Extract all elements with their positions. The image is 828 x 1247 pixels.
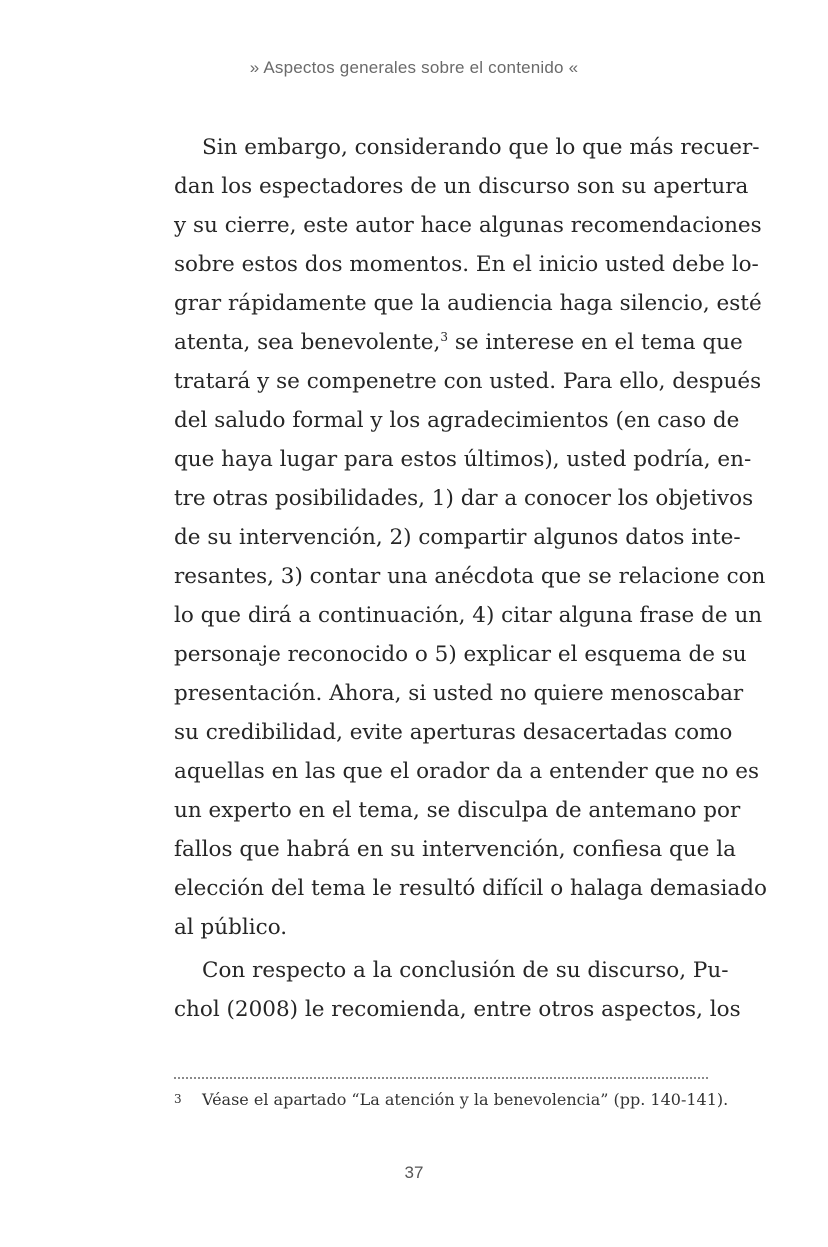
text-line: personaje reconocido o 5) explicar el esquema de su — [174, 642, 747, 667]
text-line: grar rápidamente que la audiencia haga silencio, esté — [174, 291, 762, 316]
paragraph-2 — [174, 951, 741, 1029]
text-line: sobre estos dos momentos. En el inicio usted debe lo- — [174, 252, 759, 277]
text-line: aquellas en las que el orador da a entender que no es — [174, 759, 760, 784]
text-line: tratará y se compenetre con usted. Para ello, después — [174, 369, 762, 394]
text-line: presentación. Ahora, si usted no quiere menoscabar — [174, 681, 744, 706]
text-line: resantes, 3) contar una anécdota que se relacione con — [174, 564, 766, 589]
text-line: un experto en el tema, se disculpa de antemano por — [174, 798, 741, 823]
footnote — [174, 1089, 729, 1111]
text-line: y su cierre, este autor hace algunas recomendaciones — [174, 213, 762, 238]
text-line: Con respecto a la conclusión de su discurso, Pu- — [202, 958, 729, 983]
footnote-reference[interactable]: 3 — [440, 329, 448, 344]
text-line: tre otras posibilidades, 1) dar a conocer los objetivos — [174, 486, 754, 511]
text-line: dan los espectadores de un discurso son su apertura — [174, 174, 749, 199]
text-line: que haya lugar para estos últimos), usted podría, en- — [174, 447, 752, 472]
text-line: Sin embargo, considerando que lo que más recuer- — [202, 135, 760, 160]
text-line: su credibilidad, evite aperturas desacertadas como — [174, 720, 733, 745]
footnote-number: 3 — [174, 1092, 182, 1106]
text-line-with-footnote — [174, 323, 743, 362]
text-line: al público. — [174, 915, 288, 940]
text-segment: atenta, sea benevolente, — [174, 330, 441, 355]
text-line: del saludo formal y los agradecimientos (en caso de — [174, 408, 740, 433]
footnote-text: Véase el apartado “La atención y la benevolencia” (pp. 140-141). — [202, 1090, 729, 1109]
text-segment: se interese en el tema que — [448, 330, 743, 355]
page-number: 37 — [404, 1163, 424, 1182]
running-head: » Aspectos generales sobre el contenido « — [249, 58, 579, 77]
text-line: fallos que habrá en su intervención, confiesa que la — [174, 837, 736, 862]
text-line: lo que dirá a continuación, 4) citar alguna frase de un — [174, 603, 763, 628]
paragraph-1 — [174, 128, 767, 947]
body-text — [174, 128, 767, 1029]
footnote-divider — [174, 1077, 708, 1079]
text-line: de su intervención, 2) compartir algunos datos inte- — [174, 525, 741, 550]
text-line: elección del tema le resultó difícil o halaga demasiado — [174, 876, 767, 901]
text-line: chol (2008) le recomienda, entre otros aspectos, los — [174, 997, 741, 1022]
